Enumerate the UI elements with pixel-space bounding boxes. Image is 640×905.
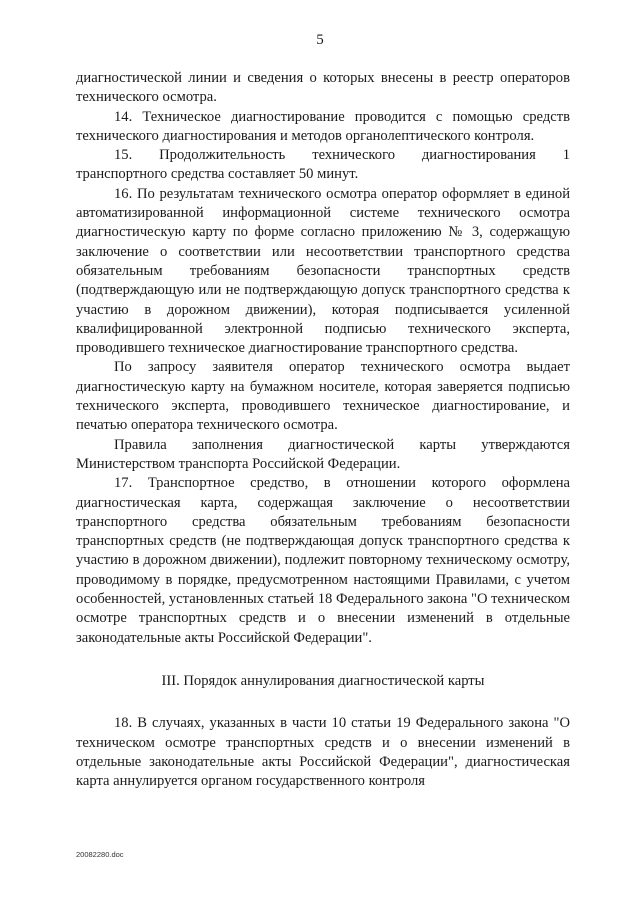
page-number: 5 <box>316 32 324 48</box>
paragraph-14: 14. Техническое диагностирование проводится с помощью средств технического диагностирования и методов органолептического контроля. <box>76 108 570 144</box>
section-heading: III. Порядок аннулирования диагностической карты <box>161 672 485 689</box>
paragraph-17: 17. Транспортное средство, в отношении которого оформлена диагностическая карта, содержащая заключение о несоответствии транспортного средства обязательным требованиям безопасности транспортных средств (не подтверждающая допуск транспортного средства к участию в дорожном движении), подлежит повторному техническому осмотру, проводимому в порядке, предусмотренном настоящими Правилами, с учетом особенностей, установленных статьей 18 Федерального закона "О техническом осмотре транспортных средств и о внесении изменений в отдельные законодательные акты Российской Федерации". <box>76 475 570 646</box>
paragraph-16: 16. По результатам технического осмотра оператор оформляет в единой автоматизированной информационной системе технического осмотра диагностическую карту по форме согласно приложению № 3, содержащую заключение о соответствии или несоответствии транспортного средства обязательным требованиям безопасности транспортных средств (подтверждающую или не подтверждающую допуск транспортного средства к участию в дорожном движении), которая подписывается усиленной квалифицированной электронной подписью технического эксперта, проводившего техническое диагностирование транспортного средства. <box>76 185 570 357</box>
paragraph-15: 15. Продолжительность технического диагностирования 1 транспортного средства составляет 50 минут. <box>76 147 570 183</box>
paragraph-rules: Правила заполнения диагностической карты утверждаются Министерством транспорта Российской Федерации. <box>76 436 570 472</box>
document-body <box>76 69 570 791</box>
paragraph-18: 18. В случаях, указанных в части 10 статьи 19 Федерального закона "О техническом осмотре транспортных средств и о внесении изменений в отдельные законодательные акты Российской Федерации", диагностическая карта аннулируется органом государственного контроля <box>76 715 570 790</box>
footer-filename: 20082280.doc <box>76 850 124 859</box>
paragraph-request: По запросу заявителя оператор технического осмотра выдает диагностическую карту на бумажном носителе, которая заверяется подписью технического эксперта, проводившего техническое диагностирование, и печатью оператора технического осмотра. <box>76 359 570 434</box>
paragraph-continuation: диагностической линии и сведения о которых внесены в реестр операторов технического осмотра. <box>76 70 570 106</box>
